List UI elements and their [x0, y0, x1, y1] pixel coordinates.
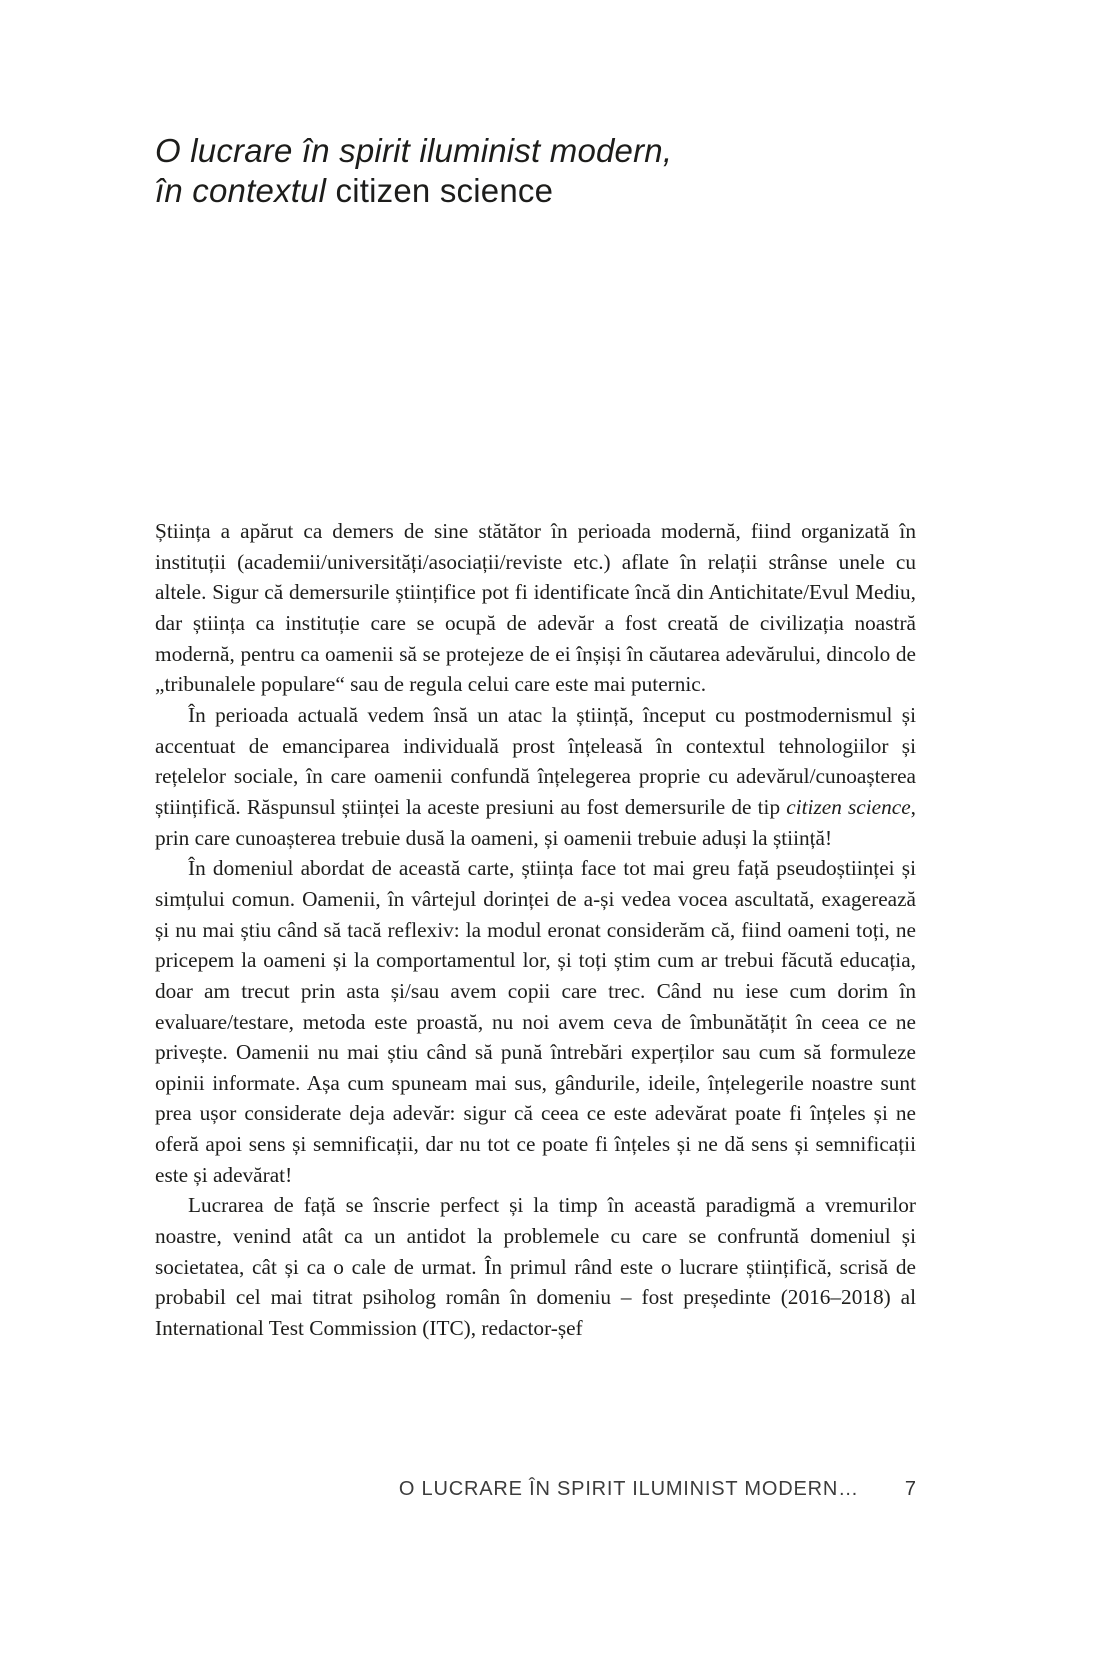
chapter-title — [155, 131, 945, 211]
paragraph: În domeniul abordat de această carte, știința face tot mai greu față pseudoștiinței și simțului comun. Oamenii, în vârtejul dorinței de a-și vedea vocea ascultată, exagerează și nu mai știu când să tacă reflexiv: la modul eronat considerăm că, fiind oameni toți, ne pricepem la oameni și la comportamentul lor, și toți știm cum ar trebui făcută educația, doar am trecut prin asta și/sau avem copii care trec. Când nu iese cum dorim în evaluare/testare, metoda este proastă, nu noi avem ceva de îmbunătățit în ceea ce ne privește. Oamenii nu mai știu când să pună întrebări experților sau cum să formuleze opinii informate. Așa cum spuneam mai sus, gândurile, ideile, înțelegerile noastre sunt prea ușor considerate deja adevăr: sigur că ceea ce este adevărat poate fi înțeles și ne oferă apoi sens și semnificații, dar nu tot ce poate fi înțeles și ne dă sens și semnificații este și adevărat! — [155, 856, 916, 1187]
page-number: 7 — [904, 1478, 916, 1500]
paragraph: În perioada actuală vedem însă un atac la știință, început cu postmodernismul și accentuat de emanciparea individuală prost înțeleasă în contextul tehnologiilor și rețelelor sociale, în care oamenii confundă înțelegerea proprie cu adevărul/cunoașterea științifică. Răspunsul științei la aceste presiuni au fost demersurile de tip citizen science, prin care cunoașterea trebuie dusă la oameni, și oamenii trebuie aduși la știință! — [155, 702, 916, 850]
italic-phrase: citizen science — [786, 794, 911, 819]
running-head: O LUCRARE ÎN SPIRIT ILUMINIST MODERN… — [398, 1478, 859, 1500]
chapter-title-line2-regular: citizen science — [335, 172, 554, 209]
chapter-title-line1: O lucrare în spirit iluminist modern, — [155, 132, 673, 169]
paragraph: Știința a apărut ca demers de sine stătător în perioada modernă, fiind organizată în instituții (academii/universități/asociații/reviste etc.) aflate în relații strânse unele cu altele. Sigur că demersurile științifice pot fi identificate încă din Antichitate/Evul Mediu, dar știința ca instituție care se ocupă de adevăr a fost creată de civilizația noastră modernă, pentru ca oamenii să se protejeze de ei înșiși în căutarea adevărului, dincolo de „tribunalele populare“ sau de regula celui care este mai puternic. — [155, 519, 916, 697]
chapter-title-line2-italic: în contextul — [155, 172, 336, 209]
page-footer — [155, 1478, 916, 1501]
body-text — [155, 516, 916, 1344]
chapter-title-line2 — [155, 171, 945, 211]
paragraph: Lucrarea de față se înscrie perfect și la timp în această paradigmă a vremurilor noastre, venind atât ca un antidot la problemele cu care se confruntă domeniul și societatea, cât și ca o cale de urmat. În primul rând este o lucrare științifică, scrisă de probabil cel mai titrat psiholog român în domeniu – fost președinte (2016–2018) al International Test Commission (ITC), redactor-șef — [155, 1193, 916, 1341]
